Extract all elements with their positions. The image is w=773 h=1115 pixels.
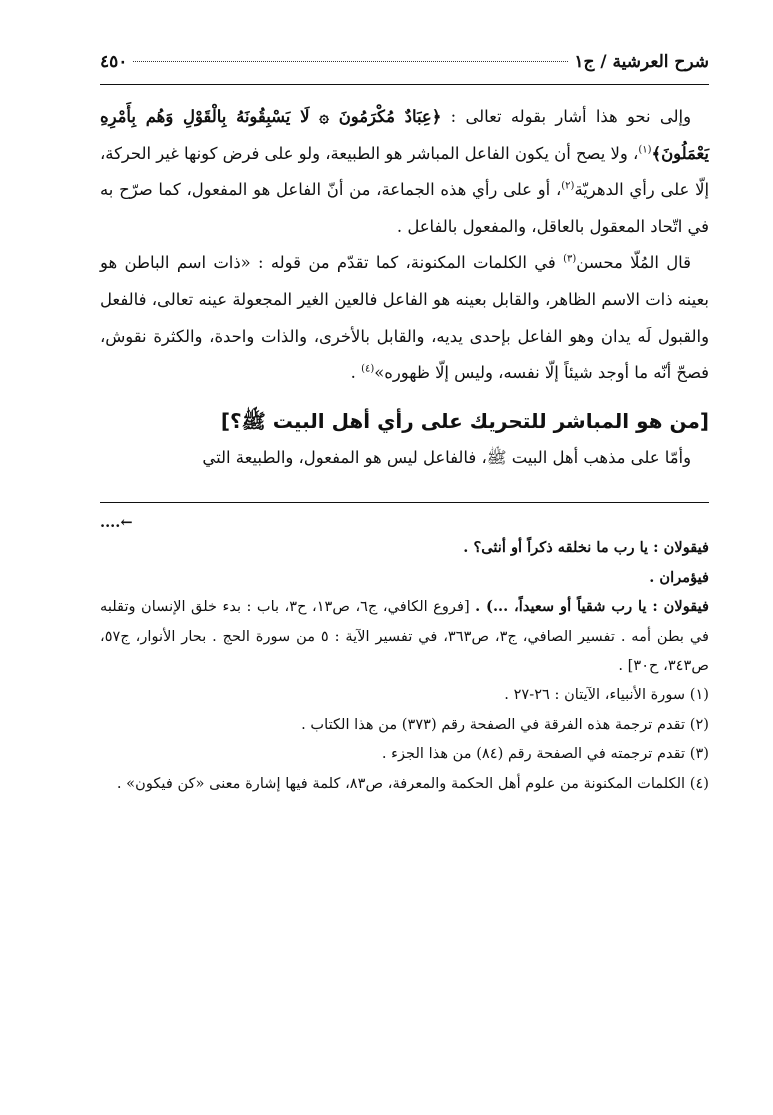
- continuation-arrow: ←....: [100, 514, 133, 532]
- leader-dots: [133, 61, 568, 62]
- footnote-text: تقدم ترجمة هذه الفرقة في الصفحة رقم (٣٧٣) من هذا الكتاب .: [301, 715, 686, 733]
- quran-quote: فيقولان : يا رب ما نخلقه ذكراً أو أنثى؟ .: [463, 539, 709, 557]
- text-run: في الكلمات المكنونة، كما تقدّم من قوله : «ذات اسم الباطن هو بعينه ذات الاسم الظاهر، والقابل بعينه هو الفاعل فالعين الغير المجعولة عينه تعالى، فالفعل والقبول لَه يدان وهو الفاعل بإحدى يديه، والقابل بالأخرى، والذات واحدة، والكثرة نقوش، فصحّ أنّه ما أوجد شيئاً إلّا نفسه، وليس إلّا ظهوره»: [100, 253, 709, 383]
- footnote-item: [100, 739, 709, 768]
- paragraph-after-heading: [100, 440, 709, 477]
- footnote-ref: (١): [638, 144, 652, 156]
- footnote-item: [100, 710, 709, 739]
- running-head: [100, 52, 709, 85]
- footnote-item: [100, 680, 709, 709]
- main-text: [100, 99, 709, 476]
- paragraph-2: [100, 245, 709, 391]
- footnote-line: [100, 563, 709, 592]
- footnote-text: الكلمات المكنونة من علوم أهل الحكمة والمعرفة، ص٨٣، كلمة فيها إشارة معنى «كن فيكون» .: [116, 774, 686, 792]
- running-head-title: شرح العرشية / ج١: [574, 52, 709, 72]
- quran-quote: فيقولان : يا رب شقياً أو سعيداً، ...) .: [475, 598, 709, 616]
- text-run: وأمّا على مذهب أهل البيت ﷺ، فالفاعل ليس هو المفعول، والطبيعة التي: [202, 447, 691, 467]
- footnote-ref: (٣): [563, 253, 577, 265]
- footnote-ref: (٢): [561, 180, 575, 192]
- text-run: [فروع الكافي، ج٦، ص١٣، ح٣، باب : بدء خلق الإنسان وتقلبه في بطن أمه . تفسير الصافي، ج٣، ص٣٦٣، في تفسير الآية : ٥ من سورة الحج . بحار الأنوار، ج٥٧، ص٣٤٣، ح٣٠] .: [100, 598, 709, 674]
- text-run: ، أو على رأي هذه الجماعة، من أنّ الفاعل هو المفعول، كما صرّح به في اتّحاد المعقول بالعاقل، والمفعول بالفاعل .: [100, 180, 709, 236]
- footnote-line: [100, 592, 709, 680]
- book-page: [100, 52, 709, 1095]
- footnote-line: [100, 533, 709, 562]
- footnote-number: (١): [685, 686, 709, 704]
- text-run: ، ولا يصح أن يكون الفاعل المباشر هو الطبيعة، ولو على فرض كونها غير الحركة، إلّا على رأي الدهريّة: [100, 143, 709, 200]
- footnote-number: (٤): [685, 774, 709, 792]
- footnote-item: [100, 769, 709, 798]
- footnotes: [100, 513, 709, 798]
- page-number: ٤٥٠: [100, 52, 128, 72]
- footnote-number: (٣): [685, 745, 709, 763]
- section-heading: [من هو المباشر للتحريك على رأي أهل البيت ﷺ؟]: [220, 408, 709, 433]
- footnote-ref: (٤): [361, 363, 375, 375]
- quran-quote: ﴿عِبَادٌ مُكْرَمُونَ ۞ لَا يَسْبِقُونَهُ بِالْقَوْلِ وَهُم بِأَمْرِهِ يَعْمَلُونَ﴾: [100, 107, 709, 163]
- footnote-list: [100, 680, 709, 798]
- continued-footnote: [100, 533, 709, 680]
- text-run: قال المُلّا محسن: [576, 253, 691, 273]
- text-run: .: [350, 363, 362, 383]
- paragraph-1: [100, 99, 709, 245]
- footnote-separator: [100, 502, 709, 503]
- footnote-text: تقدم ترجمته في الصفحة رقم (٨٤) من هذا الجزء .: [381, 745, 686, 763]
- footnote-text: سورة الأنبياء، الآيتان : ٢٦-٢٧ .: [504, 686, 686, 704]
- footnote-number: (٢): [685, 715, 709, 733]
- text-run: وإلى نحو هذا أشار بقوله تعالى :: [441, 107, 691, 126]
- quran-quote: فيؤمران .: [649, 568, 709, 586]
